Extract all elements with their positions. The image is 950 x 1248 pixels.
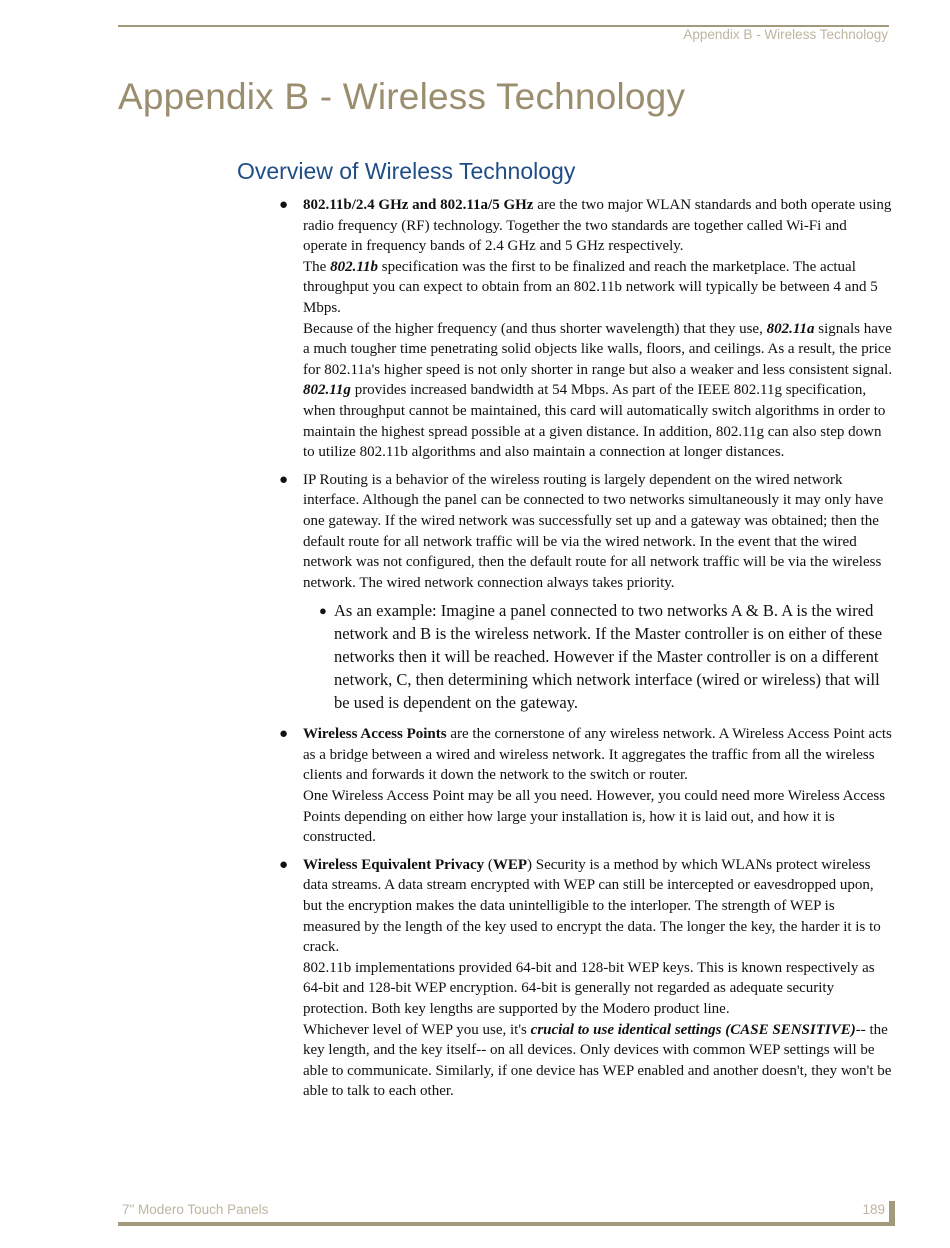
chapter-title: Appendix B - Wireless Technology bbox=[118, 76, 686, 117]
footer-rule bbox=[118, 1222, 895, 1226]
bullet-paragraph: One Wireless Access Point may be all you need. However, you could need more Wireless Access Points depending on either how large your installation is, how it is laid out, and how it is constructed. bbox=[303, 788, 886, 846]
bullet-paragraph: Whichever level of WEP you use, it's crucial to use identical settings (CASE SENSITIVE)-- the key length, and the key itself-- on all devices. Only devices with common WEP settings will be able to communicate. Similarly, if one device has WEP enabled and another doesn't, they won't be able to talk to each other. bbox=[303, 1021, 892, 1100]
bullet-dot-icon: ● bbox=[279, 726, 289, 743]
bullet-paragraph: IP Routing is a behavior of the wireless routing is largely dependent on the wired network interface. Although the panel can be connected to two networks simultaneously it may only have one gateway. If the wired network was successfully set up and a gateway was obtained; then the default route for all network traffic will be via the wired network. In the event that the wired network was not configured, then the default route for all network traffic will be via the wireless network. The wired network connection always takes priority. bbox=[303, 471, 884, 591]
body-content bbox=[279, 195, 893, 1109]
bullet-item bbox=[279, 724, 893, 848]
sub-bullet-text: As an example: Imagine a panel connected to two networks A & B. A is the wired network and B is the wireless network. If the Master controller is on either of these networks then it will be reached. However if the Master controller is on a different network, C, then determining which network interface (wired or wireless) that will be used is dependent on the gateway. bbox=[334, 601, 883, 713]
bullet-item bbox=[279, 855, 893, 1102]
footer-product-name: 7" Modero Touch Panels bbox=[122, 1202, 269, 1217]
bullet-item bbox=[279, 470, 893, 715]
bullet-item bbox=[279, 195, 893, 463]
section-title: Overview of Wireless Technology bbox=[237, 158, 576, 184]
bullet-dot-icon: ● bbox=[279, 197, 289, 213]
bullet-paragraph: 802.11g provides increased bandwidth at 54 Mbps. As part of the IEEE 802.11g specification, when throughput cannot be maintained, this card will automatically switch algorithms in order to maintain the highest spread possible at a given distance. In addition, 802.11g can also step down to utilize 802.11b algorithms and also maintain a connection at longer distances. bbox=[303, 382, 886, 461]
sub-bullet-dot-icon: ● bbox=[319, 603, 327, 619]
footer-page-number: 189 bbox=[862, 1202, 885, 1217]
bullet-paragraph: The 802.11b specification was the first to be finalized and reach the marketplace. The actual throughput you can expect to obtain from an 802.11b network will typically be between 4 and 5 Mbps. bbox=[303, 258, 878, 316]
footer-corner-mark bbox=[889, 1201, 895, 1226]
bullet-dot-icon: ● bbox=[279, 471, 289, 488]
bullet-dot-icon: ● bbox=[279, 856, 289, 873]
bullet-paragraph: 802.11b/2.4 GHz and 802.11a/5 GHz are the two major WLAN standards and both operate using radio frequency (RF) technology. Together the two standards are together called Wi-Fi and operate in frequency bands of 2.4 GHz and 5 GHz respectively. bbox=[303, 197, 892, 255]
sub-bullet-item bbox=[319, 599, 893, 714]
bullet-paragraph: 802.11b implementations provided 64-bit and 128-bit WEP keys. This is known respectively as 64-bit and 128-bit WEP encryption. 64-bit is generally not regarded as adequate security protection. Both key lengths are supported by the Modero product line. bbox=[303, 959, 875, 1017]
running-header: Appendix B - Wireless Technology bbox=[683, 27, 888, 42]
bullet-paragraph: Because of the higher frequency (and thus shorter wavelength) that they use, 802.11a signals have a much tougher time penetrating solid objects like walls, floors, and ceilings. As a result, the price for 802.11a's higher speed is not only shorter in range but also a weaker and less consistent signal. bbox=[303, 320, 893, 378]
bullet-paragraph: Wireless Access Points are the cornerstone of any wireless network. A Wireless Access Point acts as a bridge between a wired and wireless network. It aggregates the traffic from all the wireless clients and forwards it down the network to the switch or router. bbox=[303, 726, 892, 784]
bullet-paragraph: Wireless Equivalent Privacy (WEP) Security is a method by which WLANs protect wireless data streams. A data stream encrypted with WEP can still be intercepted or eavesdropped upon, but the encryption makes the data unintelligible to the interloper. The strength of WEP is measured by the length of the key used to encrypt the data. The longer the key, the harder it is to crack. bbox=[303, 856, 881, 956]
